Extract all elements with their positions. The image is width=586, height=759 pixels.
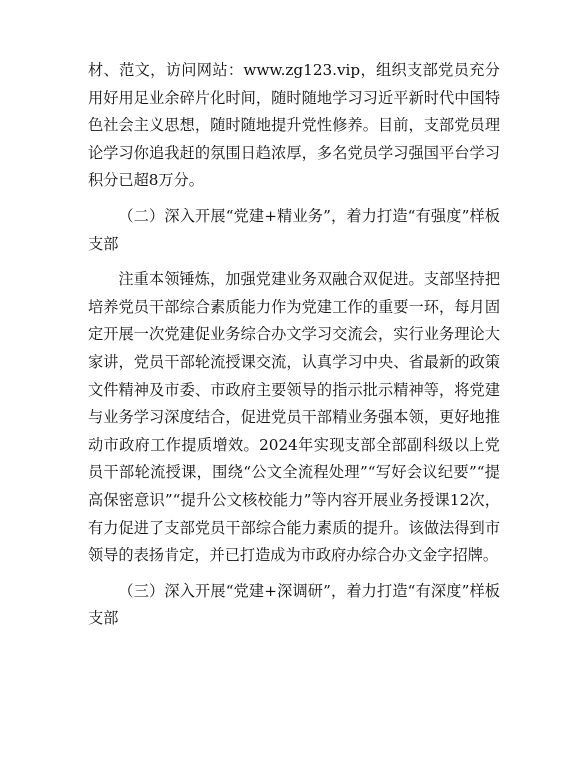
- section-heading-2: （二）深入开展“党建+精业务”，着力打造“有强度”样板支部: [88, 206, 500, 253]
- section-heading-3: （三）深入开展“党建+深调研”，着力打造“有深度”样板支部: [88, 581, 500, 628]
- paragraph-section-2-body: 注重本领锤炼，加强党建业务双融合双促进。支部坚持把培养党员干部综合素质能力作为党建工作的重要一环，每月固定开展一次党建促业务综合办文学习交流会，实行业务理论大家讲，党员干部轮流授课交流，认真学习中央、省最新的政策文件精神及市委、市政府主要领导的指示批示精神等，将党建与业务学习深度结合，促进党员干部精业务强本领，更好地推动市政府工作提质增效。2024年实现支部全部副科级以上党员干部轮流授课，围绕“公文全流程处理”“写好会议纪要”“提高保密意识”“提升公文核校能力”等内容开展业务授课12次，有力促进了支部党员干部综合能力素质的提升。该做法得到市领导的表扬肯定，并已打造成为市政府办综合办文金字招牌。: [88, 270, 500, 565]
- paragraph-continuation: 材、范文，访问网站：www.zg123.vip，组织支部党员充分用好用足业余碎片化时间，随时随地学习习近平新时代中国特色社会主义思想，随时随地提升党性修养。目前，支部党员理论学习你追我赶的氛围日趋浓厚，多名党员学习强国平台学习积分已超8万分。: [88, 61, 500, 190]
- document-body: [88, 57, 500, 633]
